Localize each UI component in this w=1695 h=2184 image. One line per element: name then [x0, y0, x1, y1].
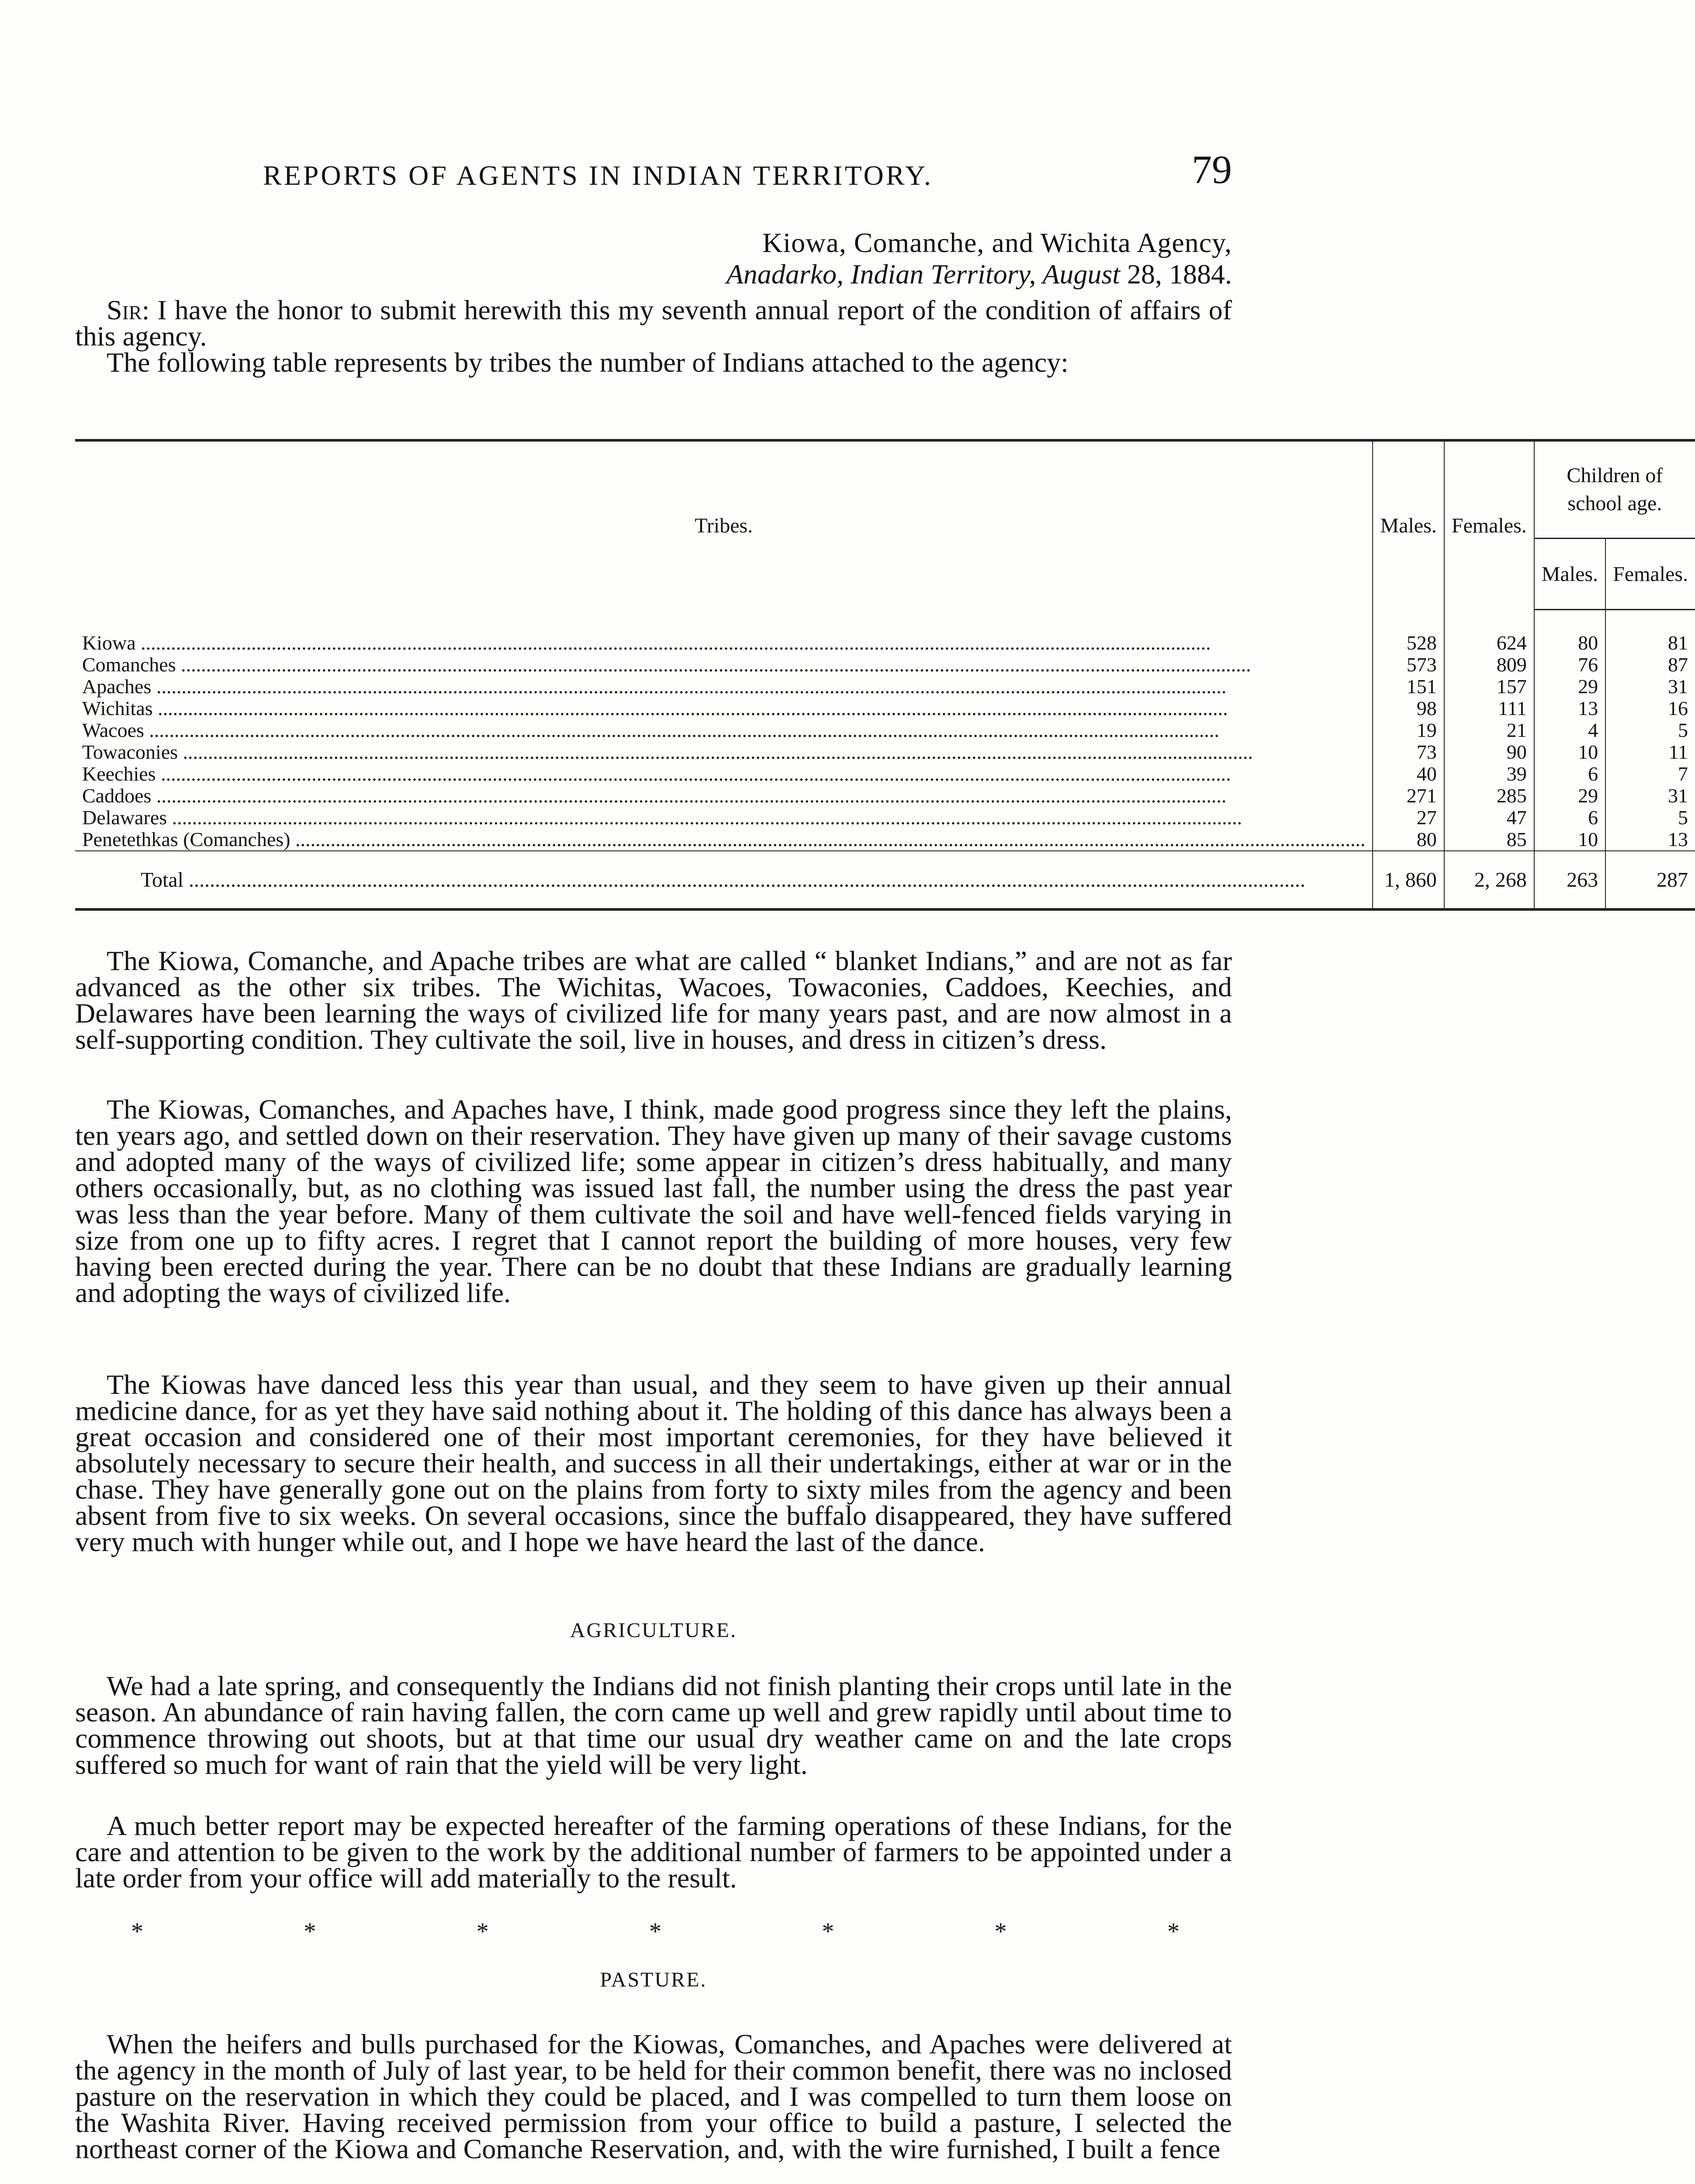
paragraph-late-spring: We had a late spring, and consequently the Indians did not finish planting their crops until late in the season. An abundance of rain having fallen, the corn came up well and grew rapidly until about time to commence throwing out shoots, but at that time our usual dry weather came on and the late crops suffered so much for want of rain that the yield will be very light.	[75, 1670, 1232, 1780]
child-males-value: 13	[1534, 698, 1605, 719]
tribe-name: Comanches .....	[75, 654, 1373, 676]
agency-name: Kiowa, Comanche, and Wichita Agency,	[762, 227, 1232, 258]
intro-paragraph-2: The following table represents by tribes the number of Indians attached to the agency:	[107, 347, 1069, 378]
males-value: 528	[1373, 632, 1444, 654]
header-females: Females.	[1444, 440, 1534, 610]
heading-pasture: PASTURE.	[600, 1968, 707, 1991]
child-females-value: 11	[1605, 741, 1695, 763]
females-value: 111	[1444, 698, 1534, 719]
males-value: 573	[1373, 654, 1444, 676]
females-value: 47	[1444, 807, 1534, 829]
tribe-name: Apaches .....	[75, 676, 1373, 698]
table-row	[75, 785, 1695, 807]
salutation: Sir	[107, 294, 142, 325]
females-value: 157	[1444, 676, 1534, 698]
header-tribes: Tribes.	[75, 440, 1373, 610]
females-value: 624	[1444, 632, 1534, 654]
agency-address	[726, 227, 1232, 290]
males-value: 73	[1373, 741, 1444, 763]
child-females-value: 31	[1605, 785, 1695, 807]
tribe-name: Penetethkas (Comanches) .....	[75, 829, 1373, 851]
page-number: 79	[1192, 147, 1232, 192]
star: *	[476, 1918, 489, 1945]
males-value: 151	[1373, 676, 1444, 698]
child-males-value: 80	[1534, 632, 1605, 654]
child-females-value: 16	[1605, 698, 1695, 719]
males-value: 80	[1373, 829, 1444, 851]
females-value: 39	[1444, 763, 1534, 785]
header-children-males: Males.	[1534, 539, 1605, 610]
child-females-value: 81	[1605, 632, 1695, 654]
star: *	[994, 1918, 1007, 1945]
females-value: 90	[1444, 741, 1534, 763]
tribe-name: Caddoes .....	[75, 785, 1373, 807]
child-males-value: 29	[1534, 676, 1605, 698]
females-value: 85	[1444, 829, 1534, 851]
table-row	[75, 698, 1695, 719]
females-value: 809	[1444, 654, 1534, 676]
total-label: Total .....	[75, 851, 1373, 909]
tribe-name: Kiowa .....	[75, 632, 1373, 654]
table-row	[75, 763, 1695, 785]
child-males-value: 10	[1534, 829, 1605, 851]
females-value: 285	[1444, 785, 1534, 807]
header-children-females: Females.	[1605, 539, 1695, 610]
child-males-value: 6	[1534, 763, 1605, 785]
males-value: 271	[1373, 785, 1444, 807]
tribe-name: Keechies .....	[75, 763, 1373, 785]
header-males: Males.	[1373, 440, 1444, 610]
child-females-value: 31	[1605, 676, 1695, 698]
child-females-value: 5	[1605, 719, 1695, 741]
child-males-value: 29	[1534, 785, 1605, 807]
intro-paragraph-1	[75, 294, 1232, 352]
tribe-population-table	[75, 439, 1688, 911]
heading-agriculture: AGRICULTURE.	[570, 1619, 737, 1642]
table-total-row	[75, 851, 1695, 909]
table-row	[75, 807, 1695, 829]
header-children-school-age: Children of school age.	[1534, 440, 1695, 539]
child-females-value: 7	[1605, 763, 1695, 785]
total-child-males: 263	[1534, 851, 1605, 909]
tribe-name: Towaconies .....	[75, 741, 1373, 763]
child-females-value: 87	[1605, 654, 1695, 676]
child-males-value: 4	[1534, 719, 1605, 741]
tribe-name: Wacoes .....	[75, 719, 1373, 741]
total-males: 1, 860	[1373, 851, 1444, 909]
males-value: 98	[1373, 698, 1444, 719]
tribe-name: Delawares .....	[75, 807, 1373, 829]
section-break-stars	[131, 1918, 1180, 1946]
star: *	[822, 1918, 834, 1945]
total-child-females: 287	[1605, 851, 1695, 909]
males-value: 40	[1373, 763, 1444, 785]
star: *	[304, 1918, 316, 1945]
paragraph-farming-report: A much better report may be expected hereafter of the farming operations of these Indians, for the care and attention to be given to the work by the additional number of farmers to be appointed under a late order from your office will add materially to the result.	[75, 1810, 1232, 1894]
paragraph-progress: The Kiowas, Comanches, and Apaches have, I think, made good progress since they left the plains, ten years ago, and settled down on their reservation. They have given up many of their savage customs and adopted many of the ways of civilized life; some appear in citizen’s dress habitually, and many others occasionally, but, as no clothing was issued last fall, the number using the dress the past year was less than the year before. Many of them cultivate the soil and have well-fenced fields varying in size from one up to fifty acres. I regret that I cannot report the building of more houses, very few having been erected during the year. There can be no doubt that these Indians are gradually learning and adopting the ways of civilized life.	[75, 1094, 1232, 1308]
table-header-row	[75, 440, 1695, 539]
table-row	[75, 829, 1695, 851]
total-females: 2, 268	[1444, 851, 1534, 909]
tribe-name: Wichitas .....	[75, 698, 1373, 719]
dateline: Anadarko, Indian Territory, August	[726, 259, 1120, 290]
table-row	[75, 741, 1695, 763]
child-females-value: 13	[1605, 829, 1695, 851]
paragraph-pasture: When the heifers and bulls purchased for the Kiowas, Comanches, and Apaches were delivered at the agency in the month of July of last year, to be held for their common benefit, there was no inclosed pasture on the reservation in which they could be placed, and I was compelled to turn them loose on the Washita River. Having received permission from your office to build a pasture, I selected the northeast corner of the Kiowa and Comanche Reservation, and, with the wire furnished, I built a fence	[75, 2028, 1232, 2164]
dateline-line	[726, 259, 1232, 290]
child-males-value: 76	[1534, 654, 1605, 676]
running-title: REPORTS OF AGENTS IN INDIAN TERRITORY.	[263, 160, 933, 191]
star: *	[649, 1918, 661, 1945]
star: *	[1167, 1918, 1180, 1945]
males-value: 19	[1373, 719, 1444, 741]
table-row	[75, 676, 1695, 698]
star: *	[131, 1918, 143, 1945]
paragraph-medicine-dance: The Kiowas have danced less this year than usual, and they seem to have given up their annual medicine dance, for as yet they have said nothing about it. The holding of this dance has always been a great occasion and considered one of their most important ceremonies, for they have believed it absolutely necessary to secure their health, and success in all their undertakings, either at war or in the chase. They have generally gone out on the plains from forty to sixty miles from the agency and been absent from five to six weeks. On several occasions, since the buffalo disappeared, they have suffered very much with hunger while out, and I hope we have heard the last of the dance.	[75, 1369, 1232, 1557]
table-row	[75, 654, 1695, 676]
page-header	[75, 144, 1232, 192]
males-value: 27	[1373, 807, 1444, 829]
females-value: 21	[1444, 719, 1534, 741]
date-tail: 28, 1884.	[1127, 259, 1232, 290]
child-males-value: 10	[1534, 741, 1605, 763]
table-row	[75, 719, 1695, 741]
child-males-value: 6	[1534, 807, 1605, 829]
intro-text-1: : I have the honor to submit herewith this my seventh annual report of the condition of affairs of this agency.	[75, 294, 1232, 352]
table-row	[75, 632, 1695, 654]
paragraph-blanket-indians: The Kiowa, Comanche, and Apache tribes are what are called “ blanket Indians,” and are not as far advanced as the other six tribes. The Wichitas, Wacoes, Towaconies, Caddoes, Keechies, and Delawares have been learning the ways of civilized life for many years past, and are now almost in a self-supporting condition. They cultivate the soil, live in houses, and dress in citizen’s dress.	[75, 945, 1232, 1055]
child-females-value: 5	[1605, 807, 1695, 829]
